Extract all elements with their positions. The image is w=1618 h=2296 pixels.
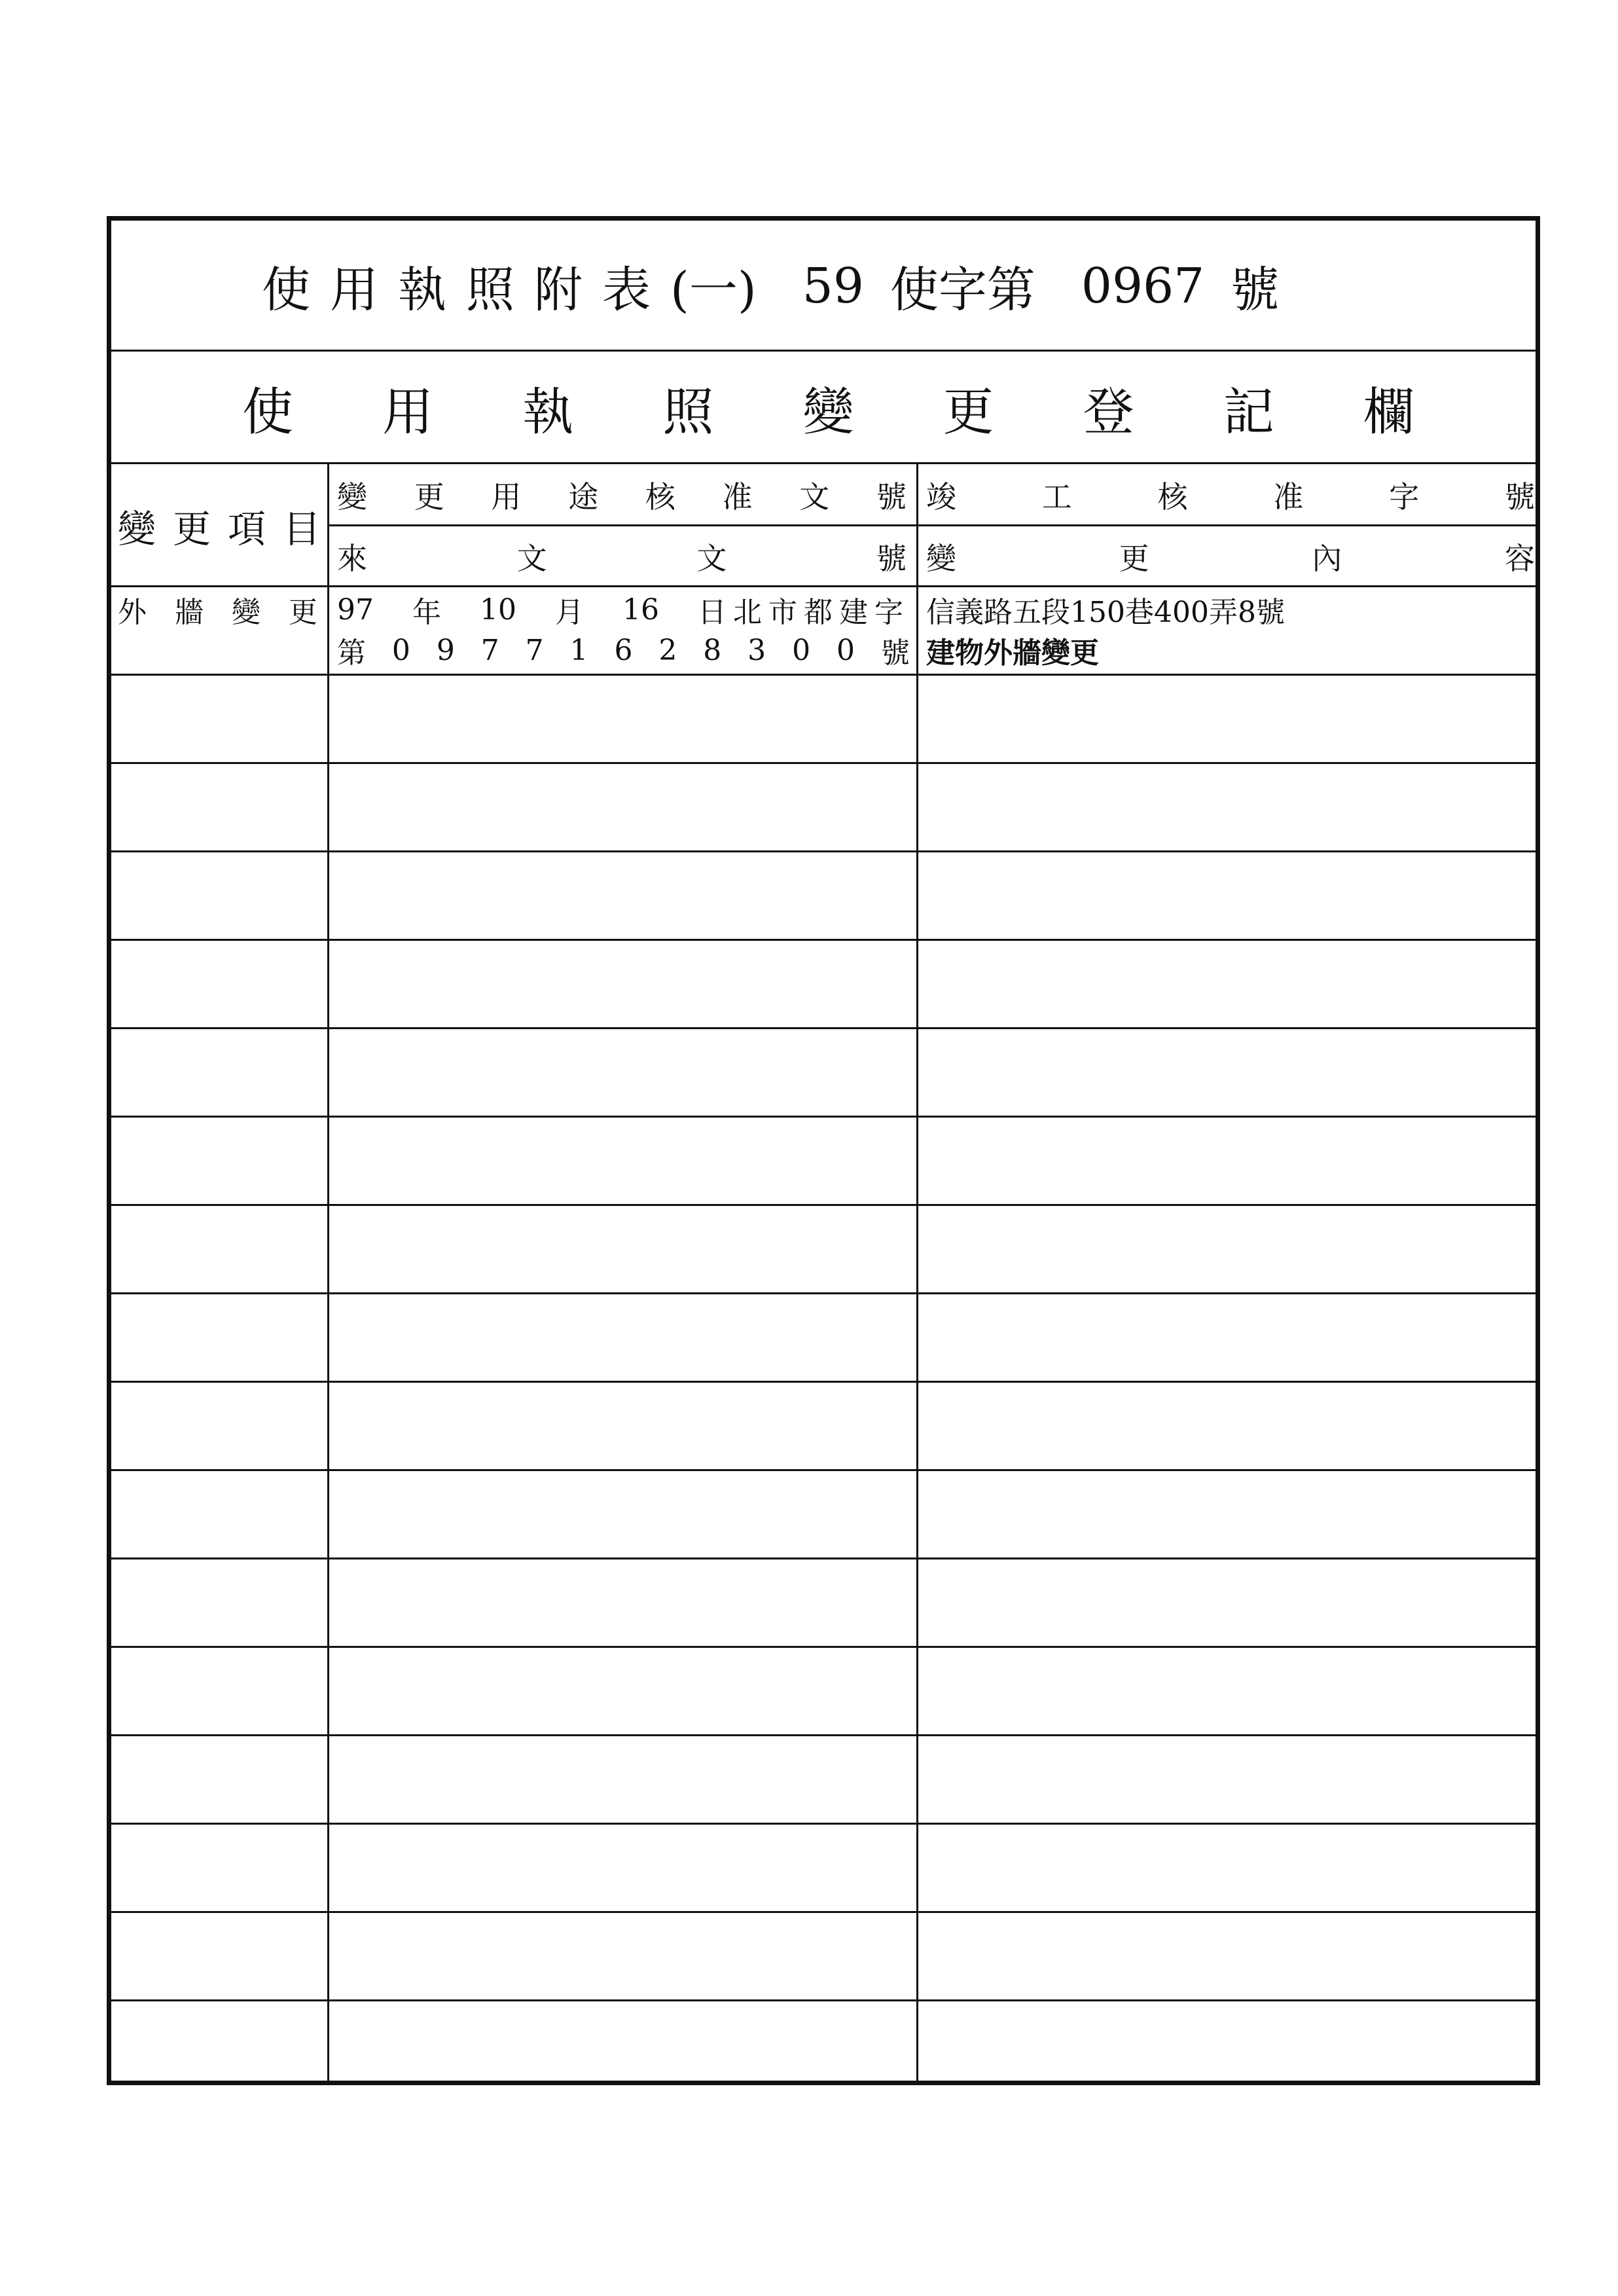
banner-char: 執 xyxy=(522,383,574,442)
header-char: 更 xyxy=(1119,541,1149,576)
doc-month: 10 xyxy=(480,592,516,627)
doc-digit: 0 xyxy=(792,633,811,667)
header-char: 字 xyxy=(1389,479,1420,515)
header-char: 用 xyxy=(491,479,522,515)
form-title-row xyxy=(111,221,1536,352)
title-char: 使 xyxy=(262,262,310,318)
header-completion-approval-number xyxy=(926,464,1535,526)
blank-row xyxy=(111,1206,1536,1294)
banner-char: 使 xyxy=(242,383,294,442)
banner-char: 更 xyxy=(943,383,994,442)
banner-char: 照 xyxy=(662,383,714,442)
title-appendix-number: (一) xyxy=(670,262,757,318)
blank-row xyxy=(111,676,1536,764)
header-change-content xyxy=(926,526,1535,587)
doc-digit: 7 xyxy=(480,633,499,667)
column-divider xyxy=(916,464,918,2081)
doc-digit: 1 xyxy=(569,633,588,667)
doc-digit: 2 xyxy=(658,633,677,667)
header-char: 核 xyxy=(1157,479,1188,515)
header-char: 號 xyxy=(876,541,907,576)
blank-row xyxy=(111,764,1536,852)
blank-row xyxy=(111,1029,1536,1118)
header-char: 更 xyxy=(414,479,444,515)
banner-char: 登 xyxy=(1083,383,1134,442)
blank-row xyxy=(111,1825,1536,1913)
record-change-item xyxy=(118,590,317,629)
blank-row xyxy=(111,1559,1536,1648)
doc-digit: 3 xyxy=(747,633,766,667)
header-incoming-doc-number xyxy=(337,526,907,587)
header-char: 來 xyxy=(337,541,367,576)
header-char: 變 xyxy=(337,479,367,515)
record-char: 月 xyxy=(555,596,584,629)
record-char: 號 xyxy=(880,636,910,670)
title-char: 用 xyxy=(330,262,378,318)
record-doc-date-line xyxy=(337,590,910,629)
doc-digit: 9 xyxy=(436,633,455,667)
header-char: 變 xyxy=(118,507,156,551)
form-title xyxy=(262,221,1385,352)
blank-row xyxy=(111,1294,1536,1383)
banner-char: 記 xyxy=(1223,383,1274,442)
header-char: 目 xyxy=(282,507,321,551)
header-char: 竣 xyxy=(926,479,956,515)
blank-row xyxy=(111,1383,1536,1471)
banner-char: 欄 xyxy=(1363,383,1414,442)
doc-digit: 0 xyxy=(836,633,855,667)
blank-row xyxy=(111,1913,1536,2001)
banner-char: 變 xyxy=(802,383,854,442)
header-char: 准 xyxy=(722,479,753,515)
record-doc-number-line xyxy=(337,630,910,670)
doc-year: 97 xyxy=(337,592,374,627)
doc-digit: 8 xyxy=(703,633,722,667)
blank-row xyxy=(111,941,1536,1029)
blank-row xyxy=(111,1736,1536,1825)
blank-row xyxy=(111,1118,1536,1206)
usage-permit-attachment-form xyxy=(107,216,1540,2085)
header-char: 內 xyxy=(1312,541,1342,576)
blank-row xyxy=(111,1471,1536,1559)
blank-row xyxy=(111,852,1536,941)
title-char: 執 xyxy=(398,262,446,318)
title-char: 附 xyxy=(534,262,583,318)
header-char: 更 xyxy=(172,507,211,551)
title-char: 號 xyxy=(1231,262,1280,318)
record-row xyxy=(111,587,1536,676)
column-header-row xyxy=(111,464,1536,587)
permit-number: 0967 xyxy=(1081,258,1205,314)
doc-day: 16 xyxy=(622,592,659,627)
permit-type: 使字第 xyxy=(890,262,1035,318)
doc-digit: 7 xyxy=(525,633,544,667)
record-char: 外 xyxy=(118,596,147,629)
record-char: 更 xyxy=(289,596,317,629)
record-char: 年 xyxy=(412,596,441,629)
header-char: 途 xyxy=(568,479,599,515)
header-char: 變 xyxy=(926,541,956,576)
permit-year: 59 xyxy=(802,258,864,314)
header-char: 容 xyxy=(1504,541,1535,576)
header-approval-doc-number xyxy=(337,464,907,526)
record-char: 第 xyxy=(337,636,366,670)
blank-row xyxy=(111,1648,1536,1736)
record-change-description: 建物外牆變更 xyxy=(926,636,1099,670)
title-char: 照 xyxy=(466,262,514,318)
header-char: 號 xyxy=(1504,479,1535,515)
title-char: 表 xyxy=(602,262,651,318)
doc-issuer: 日北市都建字 xyxy=(698,596,910,629)
banner-char: 用 xyxy=(382,383,434,442)
header-char: 核 xyxy=(645,479,675,515)
header-char: 號 xyxy=(876,479,907,515)
header-char: 文 xyxy=(516,541,547,576)
header-char: 文 xyxy=(696,541,727,576)
record-char: 牆 xyxy=(175,596,204,629)
section-banner xyxy=(242,352,1414,464)
header-split-line xyxy=(327,524,1536,526)
header-char: 工 xyxy=(1041,479,1072,515)
header-char: 文 xyxy=(799,479,830,515)
doc-digit: 0 xyxy=(391,633,410,667)
column-divider xyxy=(327,464,329,2081)
doc-digit: 6 xyxy=(614,633,633,667)
record-address: 信義路五段150巷400弄8號 xyxy=(926,596,1285,629)
header-char: 准 xyxy=(1273,479,1304,515)
header-change-item xyxy=(118,464,321,587)
section-banner-row xyxy=(111,352,1536,464)
header-char: 項 xyxy=(227,507,266,551)
record-char: 變 xyxy=(232,596,261,629)
